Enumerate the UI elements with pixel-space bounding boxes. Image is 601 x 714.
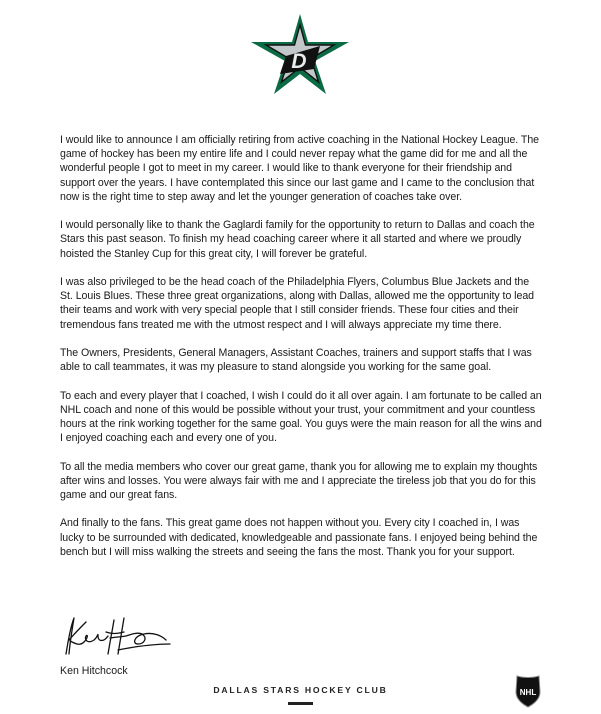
handwritten-signature — [58, 614, 176, 660]
paragraph-players: To each and every player that I coached, I wish I could do it all over again. I am fortunate to be called an NHL coach and none of this would be possible without your trust, your commitment and your countless hours at the rink working together for the same goal. You guys were the main reason for all the wins and I enjoyed coaching each and every one of you. — [60, 389, 542, 445]
letter-body — [60, 133, 542, 573]
dallas-stars-logo — [248, 12, 352, 96]
paragraph-gaglardi: I would personally like to thank the Gaglardi family for the opportunity to return to Dallas and coach the Stars this past season. To finish my head coaching career where it all started and where we proudly hoisted the Stanley Cup for this great city, I will forever be grateful. — [60, 219, 535, 260]
logo-letter: D — [291, 50, 307, 73]
club-name: DALLAS STARS HOCKEY CLUB — [213, 685, 388, 695]
paragraph-former-teams: I was also privileged to be the head coach of the Philadelphia Flyers, Columbus Blue Jackets and the St. Louis Blues. These three great organizations, along with Dallas, allowed me the opportunity to lead their teams and work with very special people that I still consider friends. These four cities and their tremendous fans treated me with the utmost respect and I will always appreciate my time there. — [60, 276, 535, 331]
paragraph-media: To all the media members who cover our great game, thank you for allowing me to explain my thoughts after wins and losses. You were always fair with me and I appreciate the tireless job that you do for this game and our great fans. — [60, 460, 538, 501]
nhl-shield-logo — [514, 672, 542, 708]
footer-divider — [288, 702, 313, 705]
signer-name: Ken Hitchcock — [60, 665, 128, 677]
paragraph-staff: The Owners, Presidents, General Managers, Assistant Coaches, trainers and support staffs that I was able to call teammates, it was my pleasure to stand alongside you working for the same goal. — [60, 347, 532, 374]
paragraph-retirement: I would like to announce I am officially retiring from active coaching in the National Hockey League. The game of hockey has been my entire life and I could never repay what the game did for me and all the wonderful people I got to meet in my career. I would like to thank everyone for their friendship and support over the years. I have contemplated this since our last game and I came to the conclusion that now is the right time to step away and let the younger generation of coaches take over. — [60, 134, 539, 203]
paragraph-fans: And finally to the fans. This great game does not happen without you. Every city I coached in, I was lucky to be surrounded with dedicated, knowledgeable and passionate fans. I enjoyed being behind the bench but I will miss walking the streets and seeing the fans the most. Thank you for your support. — [60, 517, 538, 558]
nhl-logo-text: NHL — [519, 688, 537, 697]
